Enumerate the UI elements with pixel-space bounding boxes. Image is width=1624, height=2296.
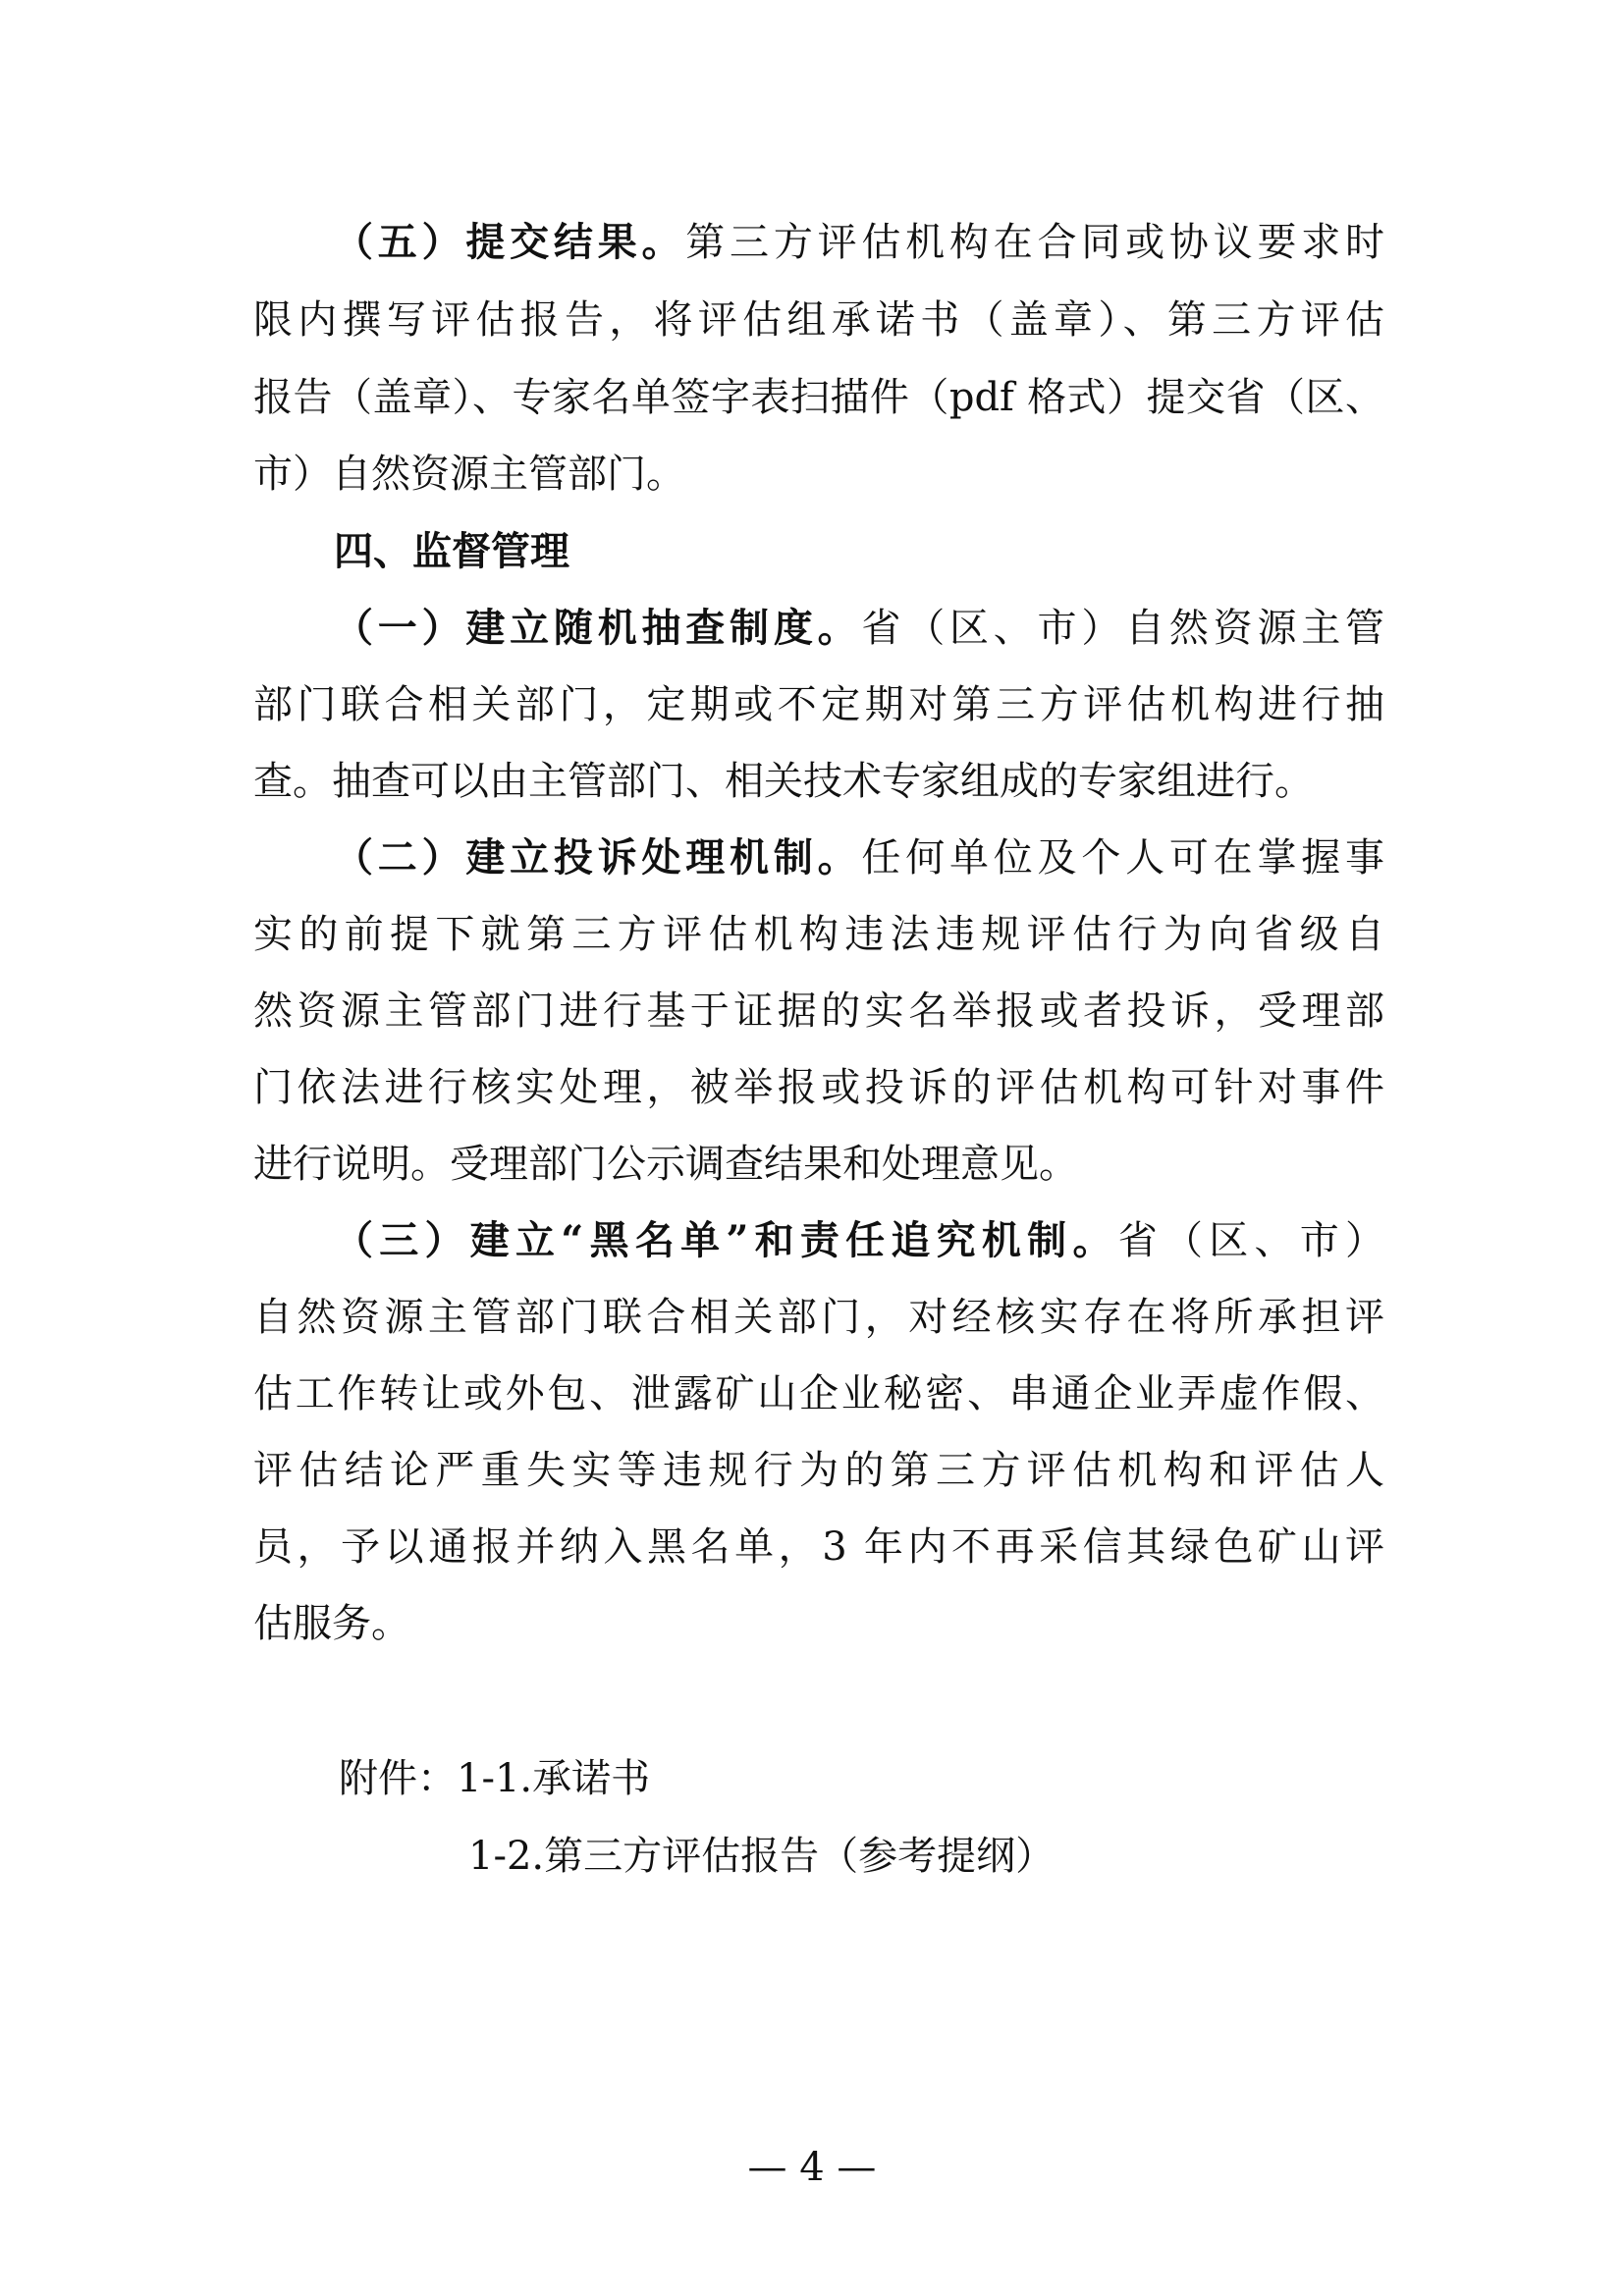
- section-heading-supervision-line: [334, 513, 1384, 590]
- line-text: 市）自然资源主管部门。: [253, 452, 685, 497]
- line-text: 员，予以通报并纳入黑名单，3 年内不再采信其绿色矿山评: [253, 1524, 1384, 1570]
- paragraph-random-inspection-line: [334, 590, 1384, 667]
- attachment-label: 附件：: [339, 1756, 457, 1801]
- paragraph-submit-results-line: [253, 359, 1384, 436]
- attachment-item-2: [468, 1818, 1055, 1895]
- attachment-item-1: [339, 1740, 650, 1817]
- line-text: 估工作转让或外包、泄露矿山企业秘密、串通企业弄虚作假、: [253, 1371, 1384, 1416]
- paragraph-submit-results-line: [253, 282, 1384, 358]
- paragraph-lead-title: （一）建立随机抽查制度。: [334, 605, 862, 651]
- paragraph-submit-results-line: [253, 436, 1384, 512]
- line-text: 查。抽查可以由主管部门、相关技术专家组成的专家组进行。: [253, 759, 1314, 804]
- paragraph-complaint-handling-line: [253, 896, 1384, 973]
- paragraph-lead-title: （三）建立“黑名单”和责任追究机制。: [334, 1217, 1118, 1263]
- paragraph-random-inspection-line: [253, 667, 1384, 743]
- paragraph-blacklist-line: [253, 1279, 1384, 1356]
- paragraph-blacklist-line: [253, 1509, 1384, 1585]
- paragraph-blacklist-line: [253, 1432, 1384, 1509]
- line-text: 评估结论严重失实等违规行为的第三方评估机构和评估人: [253, 1448, 1384, 1493]
- line-text: 第三方评估机构在合同或协议要求时: [685, 220, 1385, 265]
- paragraph-complaint-handling-line: [253, 1126, 1384, 1202]
- paragraph-complaint-handling-line: [334, 820, 1384, 896]
- line-text: 四、监督管理: [334, 529, 569, 574]
- paragraph-blacklist-line: [253, 1585, 1384, 1662]
- page-number: — 4 —: [747, 2145, 877, 2190]
- line-text: 实的前提下就第三方评估机构违法违规评估行为向省级自: [253, 912, 1384, 957]
- line-text: 部门联合相关部门，定期或不定期对第三方评估机构进行抽: [253, 682, 1384, 727]
- line-text: 然资源主管部门进行基于证据的实名举报或者投诉，受理部: [253, 988, 1384, 1034]
- paragraph-blacklist-line: [253, 1356, 1384, 1432]
- paragraph-blacklist-line: [334, 1202, 1384, 1279]
- line-text: 省（区、市）自然资源主管: [861, 606, 1385, 651]
- paragraph-submit-results-line: [334, 204, 1384, 281]
- paragraph-complaint-handling-line: [253, 973, 1384, 1049]
- attachment-title: 1-2.第三方评估报告（参考提纲）: [468, 1834, 1056, 1879]
- paragraph-lead-title: （五）提交结果。: [334, 219, 686, 265]
- line-text: 任何单位及个人可在掌握事: [861, 835, 1385, 881]
- line-text: 进行说明。受理部门公示调查结果和处理意见。: [253, 1142, 1078, 1187]
- attachment-title: 1-1.承诺书: [457, 1756, 651, 1801]
- paragraph-lead-title: （二）建立投诉处理机制。: [334, 834, 862, 881]
- line-text: 门依法进行核实处理，被举报或投诉的评估机构可针对事件: [253, 1065, 1384, 1110]
- paragraph-random-inspection-line: [253, 743, 1384, 820]
- line-text: 省（区、市）: [1117, 1218, 1385, 1263]
- paragraph-complaint-handling-line: [253, 1049, 1384, 1126]
- line-text: 估服务。: [253, 1601, 410, 1646]
- line-text: 报告（盖章）、专家名单签字表扫描件（pdf 格式）提交省（区、: [253, 375, 1384, 420]
- line-text: 自然资源主管部门联合相关部门，对经核实存在将所承担评: [253, 1295, 1384, 1340]
- line-text: 限内撰写评估报告，将评估组承诺书（盖章）、第三方评估: [253, 297, 1384, 343]
